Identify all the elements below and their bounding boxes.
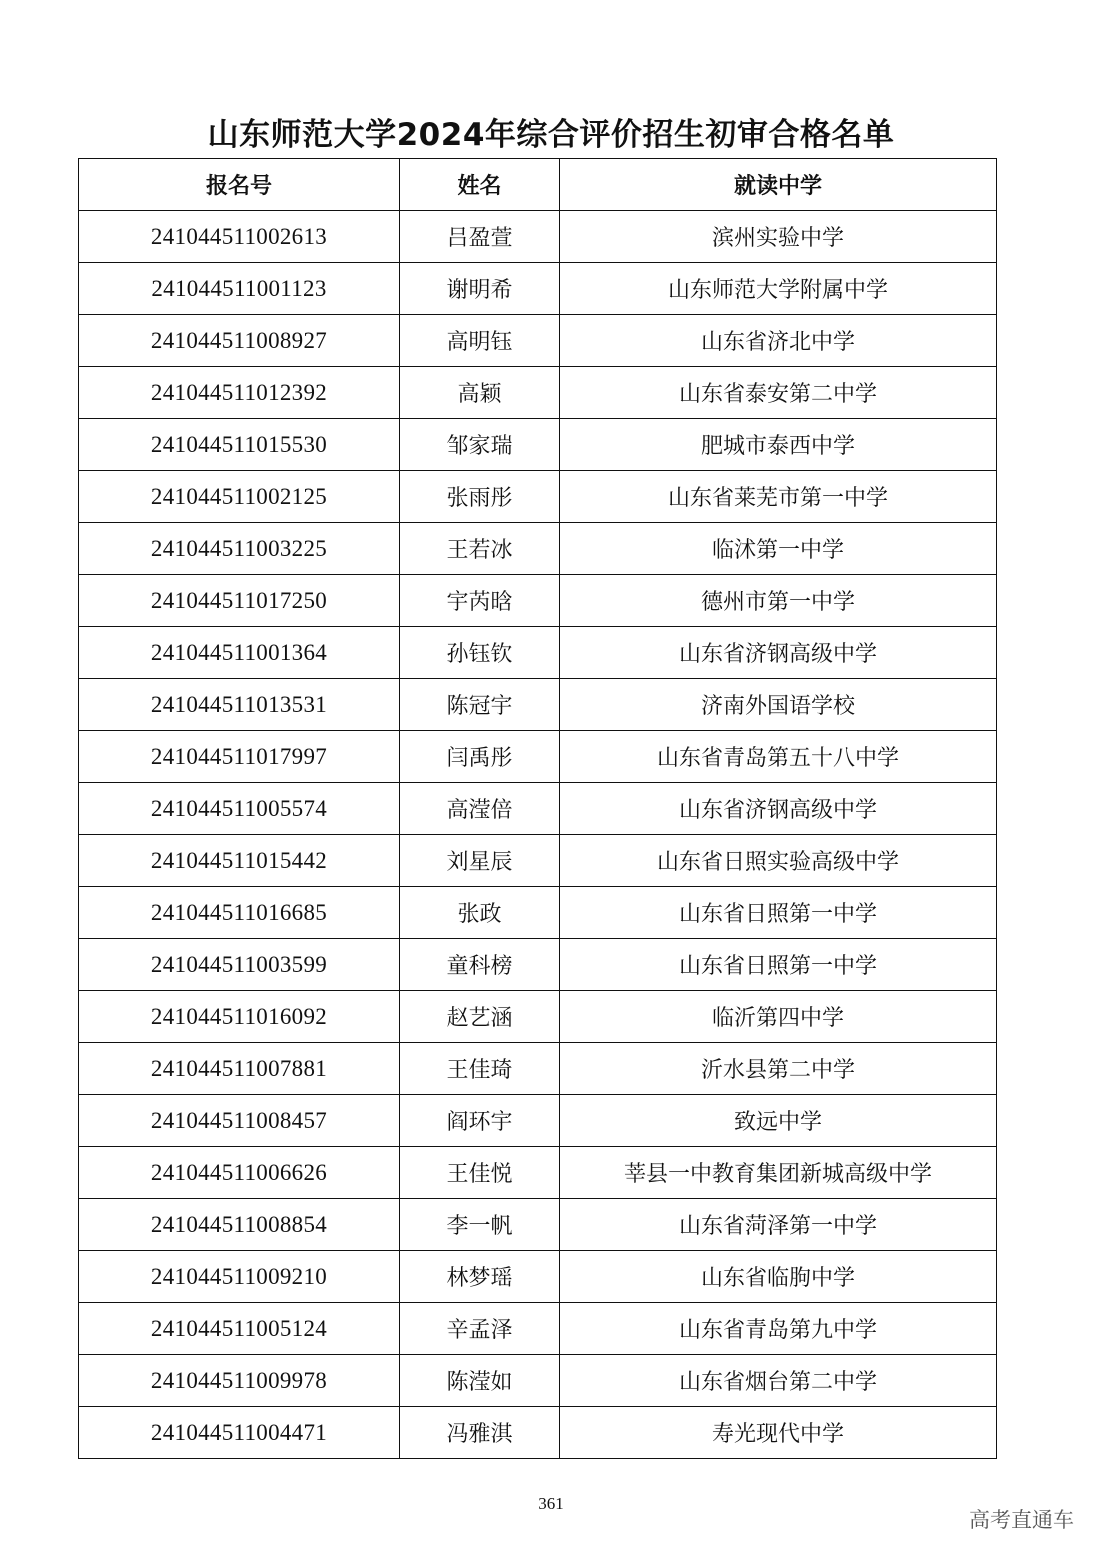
school-cell: 临沂第四中学 — [560, 991, 997, 1043]
registration-number-cell: 241044511005124 — [79, 1303, 400, 1355]
table-row — [79, 211, 997, 263]
registration-number-cell: 241044511007881 — [79, 1043, 400, 1095]
registration-number-cell: 241044511016092 — [79, 991, 400, 1043]
student-name-cell: 吕盈萱 — [400, 211, 560, 263]
school-cell: 山东省莱芜市第一中学 — [560, 471, 997, 523]
table-body — [79, 211, 997, 1459]
registration-number-cell: 241044511013531 — [79, 679, 400, 731]
table-row — [79, 1251, 997, 1303]
registration-number-cell: 241044511009978 — [79, 1355, 400, 1407]
student-name-cell: 高滢倍 — [400, 783, 560, 835]
school-cell: 山东省泰安第二中学 — [560, 367, 997, 419]
registration-number-cell: 241044511015442 — [79, 835, 400, 887]
registration-number-cell: 241044511017997 — [79, 731, 400, 783]
school-cell: 临沭第一中学 — [560, 523, 997, 575]
registration-number-cell: 241044511017250 — [79, 575, 400, 627]
registration-number-cell: 241044511006626 — [79, 1147, 400, 1199]
registration-number-cell: 241044511001364 — [79, 627, 400, 679]
student-name-cell: 王若冰 — [400, 523, 560, 575]
table-row — [79, 575, 997, 627]
school-cell: 山东省日照实验高级中学 — [560, 835, 997, 887]
student-name-cell: 张雨彤 — [400, 471, 560, 523]
student-name-cell: 陈冠宇 — [400, 679, 560, 731]
registration-number-cell: 241044511008854 — [79, 1199, 400, 1251]
school-cell: 莘县一中教育集团新城高级中学 — [560, 1147, 997, 1199]
student-name-cell: 张政 — [400, 887, 560, 939]
student-name-cell: 童科榜 — [400, 939, 560, 991]
header-name: 姓名 — [400, 159, 560, 211]
student-name-cell: 闫禹彤 — [400, 731, 560, 783]
school-cell: 山东省济北中学 — [560, 315, 997, 367]
student-name-cell: 宇芮晗 — [400, 575, 560, 627]
school-cell: 山东师范大学附属中学 — [560, 263, 997, 315]
table-row — [79, 1407, 997, 1459]
student-name-cell: 王佳琦 — [400, 1043, 560, 1095]
registration-number-cell: 241044511003599 — [79, 939, 400, 991]
student-name-cell: 陈滢如 — [400, 1355, 560, 1407]
table-row — [79, 887, 997, 939]
table-row — [79, 1303, 997, 1355]
table-row — [79, 731, 997, 783]
table-row — [79, 991, 997, 1043]
school-cell: 山东省日照第一中学 — [560, 887, 997, 939]
table-row — [79, 783, 997, 835]
student-name-cell: 冯雅淇 — [400, 1407, 560, 1459]
registration-number-cell: 241044511004471 — [79, 1407, 400, 1459]
student-name-cell: 赵艺涵 — [400, 991, 560, 1043]
school-cell: 肥城市泰西中学 — [560, 419, 997, 471]
table-row — [79, 471, 997, 523]
table-row — [79, 627, 997, 679]
student-name-cell: 李一帆 — [400, 1199, 560, 1251]
school-cell: 山东省临朐中学 — [560, 1251, 997, 1303]
school-cell: 沂水县第二中学 — [560, 1043, 997, 1095]
header-school: 就读中学 — [560, 159, 997, 211]
school-cell: 山东省日照第一中学 — [560, 939, 997, 991]
school-cell: 德州市第一中学 — [560, 575, 997, 627]
registration-number-cell: 241044511003225 — [79, 523, 400, 575]
table-row — [79, 835, 997, 887]
student-name-cell: 王佳悦 — [400, 1147, 560, 1199]
registration-number-cell: 241044511002613 — [79, 211, 400, 263]
student-name-cell: 高明钰 — [400, 315, 560, 367]
header-registration-number: 报名号 — [79, 159, 400, 211]
school-cell: 山东省烟台第二中学 — [560, 1355, 997, 1407]
registration-number-cell: 241044511002125 — [79, 471, 400, 523]
table-row — [79, 1147, 997, 1199]
student-name-cell: 孙钰钦 — [400, 627, 560, 679]
table-row — [79, 1199, 997, 1251]
table-row — [79, 523, 997, 575]
school-cell: 山东省济钢高级中学 — [560, 627, 997, 679]
school-cell: 济南外国语学校 — [560, 679, 997, 731]
school-cell: 寿光现代中学 — [560, 1407, 997, 1459]
table-row — [79, 315, 997, 367]
table-row — [79, 263, 997, 315]
student-name-cell: 邹家瑞 — [400, 419, 560, 471]
registration-number-cell: 241044511009210 — [79, 1251, 400, 1303]
watermark-text: 高考直通车 — [969, 1508, 1074, 1532]
school-cell: 山东省青岛第五十八中学 — [560, 731, 997, 783]
table-header-row — [79, 159, 997, 211]
table-row — [79, 679, 997, 731]
registration-number-cell: 241044511008457 — [79, 1095, 400, 1147]
table-row — [79, 1355, 997, 1407]
registration-number-cell: 241044511015530 — [79, 419, 400, 471]
student-name-cell: 高颖 — [400, 367, 560, 419]
registration-number-cell: 241044511008927 — [79, 315, 400, 367]
school-cell: 滨州实验中学 — [560, 211, 997, 263]
registration-number-cell: 241044511012392 — [79, 367, 400, 419]
page-number: 361 — [538, 1494, 564, 1513]
table-row — [79, 1043, 997, 1095]
admission-list-table — [78, 158, 997, 1459]
table-row — [79, 1095, 997, 1147]
school-cell: 山东省菏泽第一中学 — [560, 1199, 997, 1251]
school-cell: 山东省青岛第九中学 — [560, 1303, 997, 1355]
student-name-cell: 阎环宇 — [400, 1095, 560, 1147]
registration-number-cell: 241044511001123 — [79, 263, 400, 315]
school-cell: 致远中学 — [560, 1095, 997, 1147]
registration-number-cell: 241044511016685 — [79, 887, 400, 939]
table-row — [79, 419, 997, 471]
page-title: 山东师范大学2024年综合评价招生初审合格名单 — [207, 117, 895, 153]
student-name-cell: 辛孟泽 — [400, 1303, 560, 1355]
table-row — [79, 939, 997, 991]
registration-number-cell: 241044511005574 — [79, 783, 400, 835]
student-name-cell: 林梦瑶 — [400, 1251, 560, 1303]
student-name-cell: 谢明希 — [400, 263, 560, 315]
student-name-cell: 刘星辰 — [400, 835, 560, 887]
table-row — [79, 367, 997, 419]
school-cell: 山东省济钢高级中学 — [560, 783, 997, 835]
